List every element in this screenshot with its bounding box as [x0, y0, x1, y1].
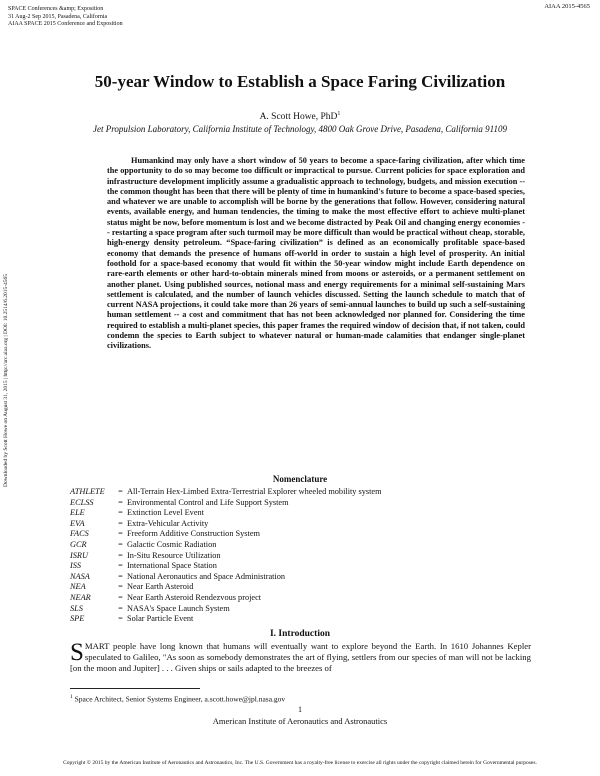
nomenclature-abbreviation: ISRU — [70, 550, 88, 560]
nomenclature-row — [70, 572, 530, 583]
nomenclature-equals: = — [118, 571, 123, 581]
nomenclature-equals: = — [118, 529, 123, 539]
nomenclature-equals: = — [118, 518, 123, 528]
nomenclature-equals: = — [118, 582, 123, 592]
footer-organization: American Institute of Aeronautics and Astronautics — [212, 716, 388, 726]
nomenclature-definition: Near Earth Asteroid — [127, 582, 194, 592]
nomenclature-row — [70, 614, 530, 625]
nomenclature-heading: Nomenclature — [272, 474, 328, 484]
copyright-notice: Copyright © 2015 by the American Institute of Aeronautics and Astronautics, Inc. The U.S. Government has a royalty-free license to exercise all rights under the copyright claimed herein for Governmental purposes. — [63, 760, 537, 766]
conference-header-line1: SPACE Conferences &amp; Exposition — [8, 6, 104, 12]
nomenclature-abbreviation: FACS — [70, 529, 89, 539]
affiliation: Jet Propulsion Laboratory, California Institute of Technology, 4800 Oak Grove Drive, Pasadena, California 91109 — [92, 124, 508, 134]
nomenclature-list — [70, 487, 530, 625]
nomenclature-definition: Extinction Level Event — [127, 508, 204, 518]
nomenclature-equals: = — [118, 550, 123, 560]
nomenclature-definition: Freeform Additive Construction System — [127, 529, 260, 539]
nomenclature-definition: Near Earth Asteroid Rendezvous project — [127, 592, 262, 602]
nomenclature-abbreviation: SLS — [70, 603, 83, 613]
nomenclature-equals: = — [118, 603, 123, 613]
nomenclature-equals: = — [118, 614, 123, 624]
nomenclature-row — [70, 508, 530, 519]
footnote — [70, 694, 285, 704]
paper-number: AIAA 2015-4565 — [544, 3, 590, 10]
download-watermark: Downloaded by Scott Howe on August 31, 2015 | http://arc.aiaa.org | DOI: 10.2514/6.2015-4565 — [3, 273, 9, 487]
nomenclature-definition: National Aeronautics and Space Administration — [127, 571, 286, 581]
nomenclature-definition: Solar Particle Event — [127, 614, 194, 624]
drop-cap: S — [70, 639, 84, 666]
nomenclature-equals: = — [118, 487, 123, 496]
conference-header-line2: 31 Aug-2 Sep 2015, Pasadena, California — [8, 13, 108, 20]
nomenclature-abbreviation: SPE — [70, 614, 85, 624]
introduction-text: MART people have long known that humans will eventually want to explore beyond the Earth. In 1610 Johannes Kepler speculated to Galileo, "As soon as somebody demonstrates the art of flying, settlers from our species of man will not be lacking [on the moon and Jupiter] . . . Given ships or sails adapted to the breezes of — [70, 641, 531, 673]
conference-header — [8, 6, 123, 29]
nomenclature-row — [70, 540, 530, 551]
nomenclature-definition: Galactic Cosmic Radiation — [127, 539, 217, 549]
page-number: 1 — [298, 705, 302, 714]
introduction-paragraph — [70, 641, 531, 674]
nomenclature-definition: In-Situ Resource Utilization — [127, 550, 221, 560]
nomenclature-abbreviation: NEA — [70, 582, 86, 592]
nomenclature-abbreviation: EVA — [70, 518, 85, 528]
nomenclature-equals: = — [118, 592, 123, 602]
author-line — [0, 111, 600, 122]
nomenclature-row — [70, 561, 530, 572]
nomenclature-abbreviation: ISS — [70, 561, 82, 571]
nomenclature-definition: Environmental Control and Life Support System — [127, 497, 289, 507]
nomenclature-equals: = — [118, 561, 123, 571]
author-footnote-mark: 1 — [337, 111, 341, 117]
nomenclature-equals: = — [118, 508, 123, 518]
nomenclature-definition: Extra-Vehicular Activity — [127, 518, 209, 528]
nomenclature-row — [70, 582, 530, 593]
footnote-divider — [70, 688, 200, 689]
abstract: Humankind may only have a short window of 50 years to become a space-faring civilization, after which time the opportunity to do so may become too difficult or impractical to pursue. Current policies for space exploration and infrastructure development implicitly assume a gradualistic approach to technology, budgets, and mission execution -- the common thought has been that there will be plenty of time in humankind's future to become a space-based species, and whatever we are unable to accomplish will be borne by the generations that follow. However, considering natural events, available energy, and human tendencies, the timing to make the most effective effort to achieve multi-planet status might be now, before momentum is lost and we become distracted by Peak Oil and changing energy economies -- restarting a space program after such turmoil may be more difficult than would be practical without cheap, storable, high-energy density petroleum. “Space-faring civilization” is defined as an economically profitable space-based economy that demands the presence of humans off-world in order to sustain a high level of prosperity. An initial foothold for a space-based economy that would fit within the 50-year window might include Earth dependence on rare-earth elements or other hard-to-obtain minerals mined from moons or asteroids, or a permanent settlement on another planet. Using published sources, notional mass and energy requirements for a minimal self-sustaining Mars settlement is calculated, and the number of launch vehicles discussed. Setting the launch schedule to match that of current NASA projections, it could take more than 26 years of semi-annual launches to build up such a self-sustaining human settlement -- a cost and commitment that has not been acknowledged nor planned for. Considering the time required to establish a multi-planet species, this paper frames the required window of decision that, if not taken, could condemn the species to Earth subject to whatever natural or human-made calamities that endanger single-planet civilizations. — [107, 156, 525, 351]
footnote-text: Space Architect, Senior Systems Engineer, a.scott.howe@jpl.nasa.gov — [72, 694, 286, 704]
nomenclature-definition: NASA's Space Launch System — [127, 603, 230, 613]
conference-header-line3: AIAA SPACE 2015 Conference and Exposition — [8, 21, 123, 27]
nomenclature-row — [70, 604, 530, 615]
nomenclature-abbreviation: ELE — [70, 508, 85, 518]
nomenclature-row — [70, 529, 530, 540]
nomenclature-abbreviation: ECLSS — [70, 497, 94, 507]
nomenclature-abbreviation: NEAR — [70, 592, 91, 602]
nomenclature-abbreviation: ATHLETE — [70, 487, 105, 496]
nomenclature-abbreviation: NASA — [70, 571, 90, 581]
section-heading-introduction: I. Introduction — [269, 629, 330, 639]
nomenclature-equals: = — [118, 539, 123, 549]
nomenclature-abbreviation: GCR — [70, 539, 87, 549]
nomenclature-row — [70, 551, 530, 562]
nomenclature-row — [70, 498, 530, 509]
paper-title: 50-year Window to Establish a Space Faring Civilization — [94, 72, 506, 91]
nomenclature-row — [70, 593, 530, 604]
nomenclature-row — [70, 519, 530, 530]
nomenclature-definition: International Space Station — [127, 561, 217, 571]
author-name: A. Scott Howe, PhD — [259, 112, 338, 123]
nomenclature-definition: All-Terrain Hex-Limbed Extra-Terrestrial Explorer wheeled mobility system — [127, 487, 382, 496]
nomenclature-row — [70, 487, 530, 498]
footnote-mark: 1 — [70, 694, 73, 700]
nomenclature-equals: = — [118, 497, 123, 507]
